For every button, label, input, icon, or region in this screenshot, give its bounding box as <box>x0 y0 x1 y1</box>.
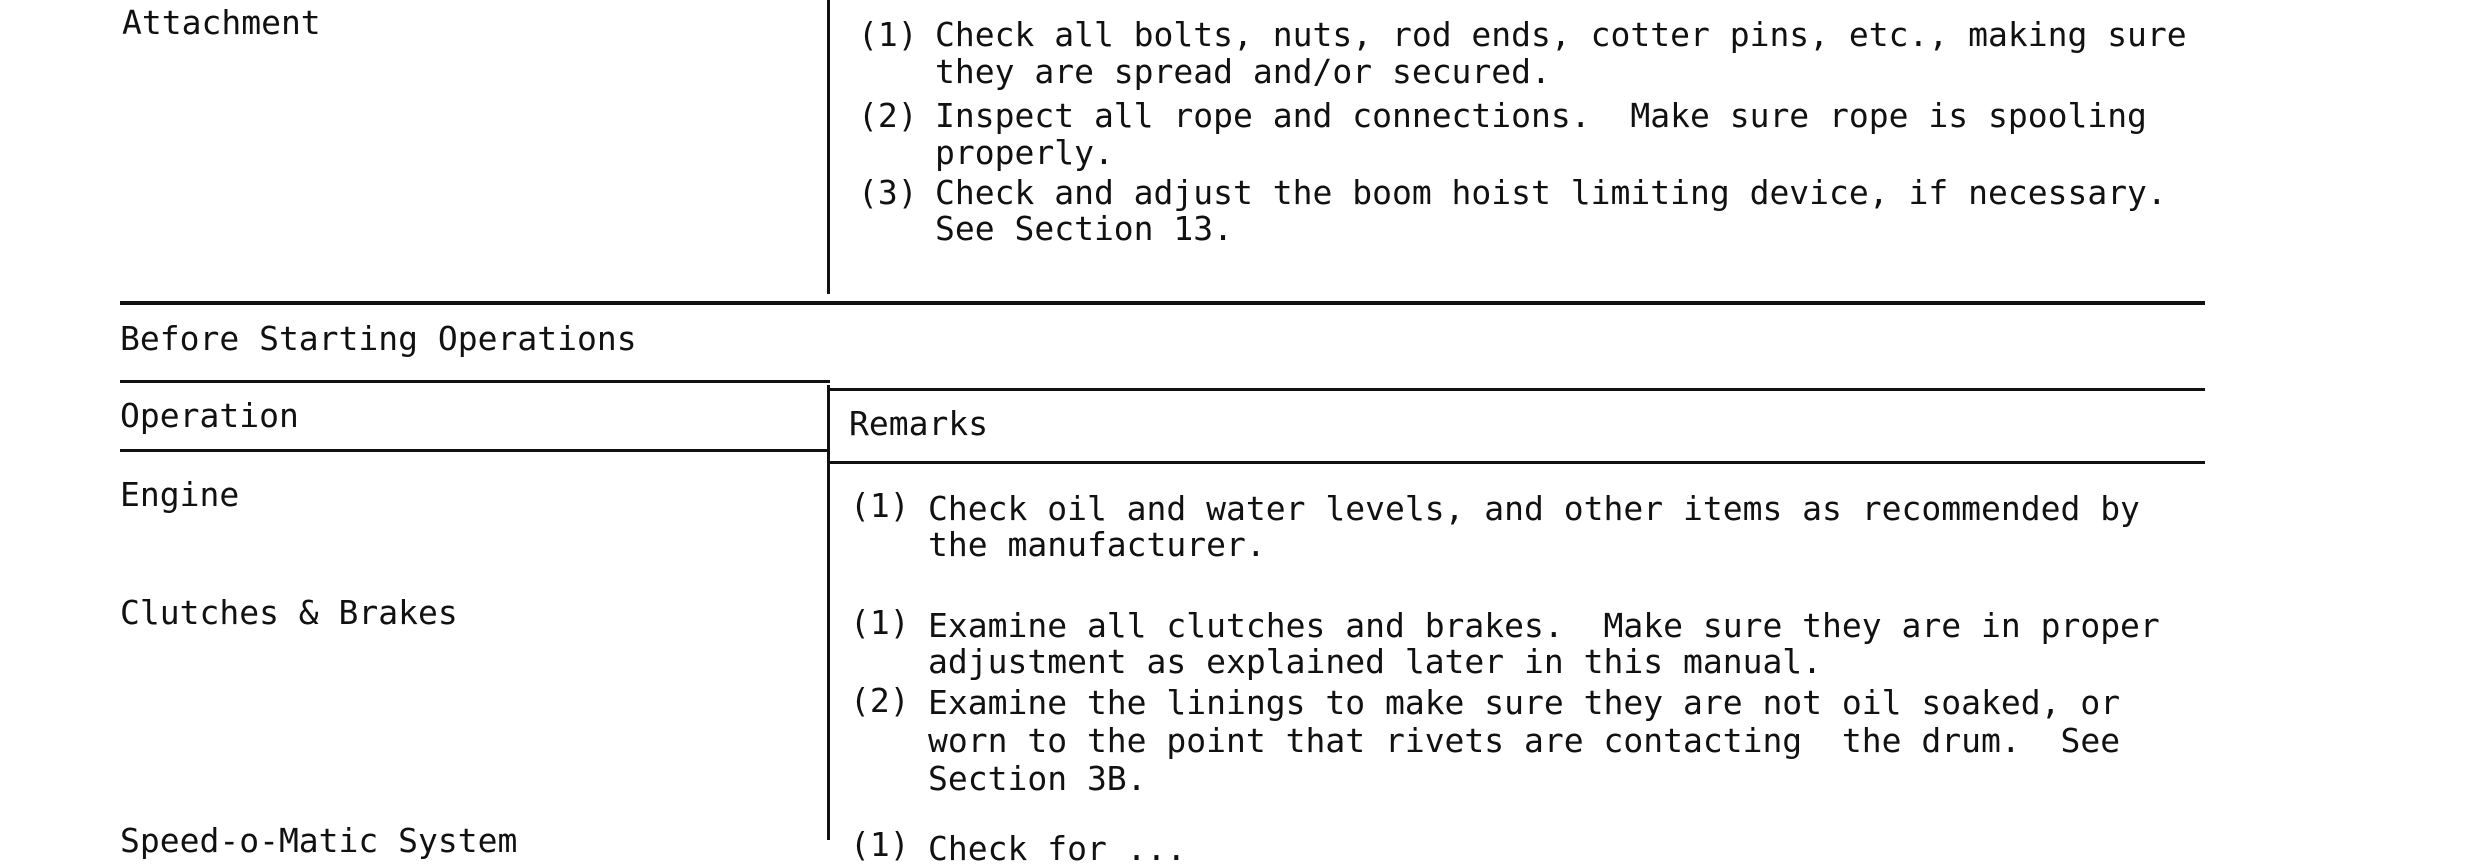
operation-speed-o-matic: Speed-o-Matic System <box>120 821 518 860</box>
remark-line: Examine the linings to make sure they are not oil soaked, or <box>928 683 2121 722</box>
remark-line: Check and adjust the boom hoist limiting device, if necessary. <box>935 173 2167 212</box>
column-header-operation: Operation <box>120 396 299 435</box>
remark-number: (1) <box>850 603 910 642</box>
operation-attachment: Attachment <box>122 3 321 42</box>
operation-clutches-brakes: Clutches & Brakes <box>120 593 458 632</box>
remark-line: they are spread and/or secured. <box>935 52 1551 91</box>
header-top-rule <box>827 388 2205 391</box>
remark-line: Examine all clutches and brakes. Make sure they are in proper <box>928 606 2160 645</box>
remark-line: See Section 13. <box>935 209 1234 248</box>
header-bottom-rule <box>120 449 830 452</box>
remark-number: (1) <box>850 486 910 525</box>
remark-line: Check oil and water levels, and other items as recommended by <box>928 489 2140 528</box>
remark-number: (2) <box>850 681 910 720</box>
header-top-rule <box>120 380 830 383</box>
remark-line: Section 3B. <box>928 759 1147 798</box>
column-divider <box>827 0 830 294</box>
remark-line: adjustment as explained later in this manual. <box>928 642 1823 681</box>
header-bottom-rule <box>827 461 2205 464</box>
remark-line: properly. <box>935 133 1114 172</box>
remark-line: worn to the point that rivets are contacting the drum. See <box>928 721 2121 760</box>
remark-number: (1) <box>858 15 918 54</box>
section-rule <box>120 301 2205 305</box>
remark-number: (2) <box>858 96 918 135</box>
remark-line: Check all bolts, nuts, rod ends, cotter pins, etc., making sure <box>935 15 2187 54</box>
operation-engine: Engine <box>120 475 240 514</box>
section-title: Before Starting Operations <box>120 319 637 358</box>
remark-line: Check for ... <box>928 829 1187 868</box>
column-divider <box>827 385 830 840</box>
remark-number: (1) <box>850 825 910 864</box>
remark-line: Inspect all rope and connections. Make sure rope is spooling <box>935 96 2147 135</box>
column-header-remarks: Remarks <box>849 404 989 443</box>
remark-line: the manufacturer. <box>928 525 1266 564</box>
remark-number: (3) <box>858 173 918 212</box>
